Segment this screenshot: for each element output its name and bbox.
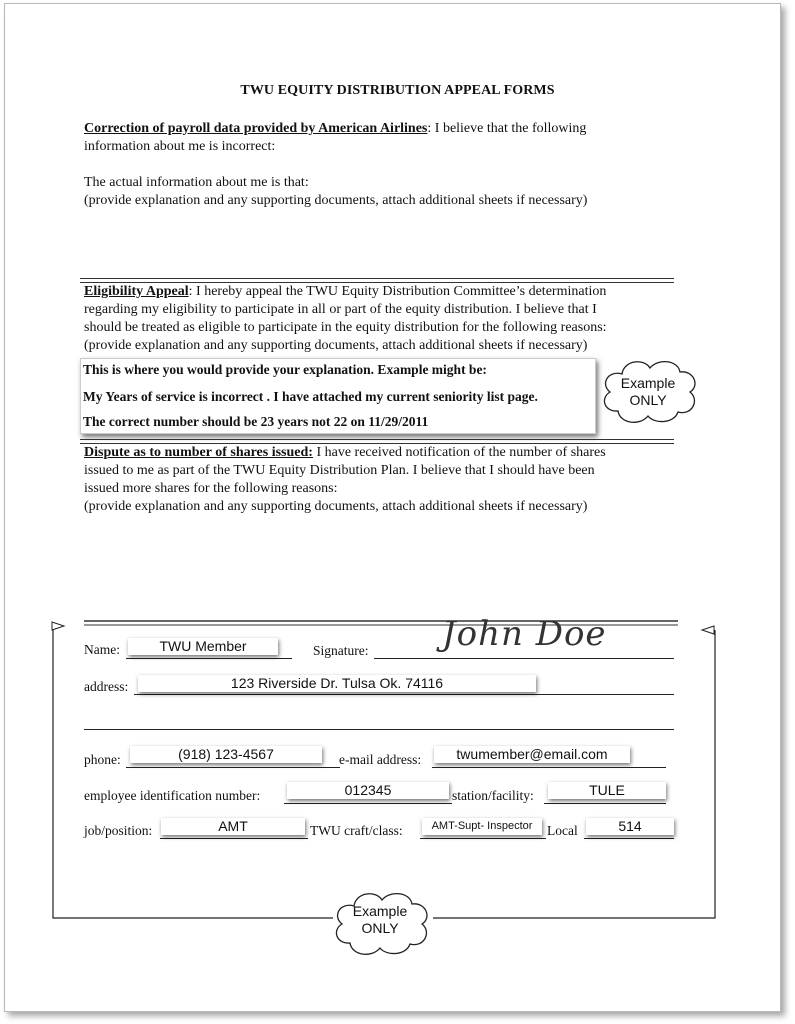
correction-text: : I believe that the following xyxy=(427,121,587,136)
page-title: TWU EQUITY DISTRIBUTION APPEAL FORMS xyxy=(240,83,555,98)
local-underline xyxy=(584,838,674,839)
station-label: station/facility: xyxy=(452,788,534,803)
address-label: address: xyxy=(84,679,129,694)
craft-label: TWU craft/class: xyxy=(310,823,403,838)
eligibility-heading: Eligibility Appeal xyxy=(84,284,189,299)
email-underline xyxy=(432,767,666,768)
dispute-line4: (provide explanation and any supporting documents, attach additional sheets if necessary) xyxy=(84,499,588,514)
divider xyxy=(80,439,674,444)
name-label: Name: xyxy=(84,642,120,657)
local-field[interactable]: 514 xyxy=(586,818,674,835)
employee-id-label: employee identification number: xyxy=(84,788,261,803)
job-label: job/position: xyxy=(84,823,153,838)
address-field[interactable]: 123 Riverside Dr. Tulsa Ok. 74116 xyxy=(138,675,536,692)
form-frame xyxy=(48,618,728,923)
correction-heading: Correction of payroll data provided by American Airlines xyxy=(84,121,428,136)
employee-id-field[interactable]: 012345 xyxy=(287,782,449,799)
local-label: Local xyxy=(547,823,578,838)
eligibility-line2: regarding my eligibility to participate in all or part of the equity distribution. I believe that I xyxy=(84,302,597,317)
eligibility-line4: (provide explanation and any supporting documents, attach additional sheets if necessary) xyxy=(84,338,588,353)
job-underline xyxy=(160,838,308,839)
email-label: e-mail address: xyxy=(339,752,422,767)
example-line2: My Years of service is incorrect . I have attached my current seniority list page. xyxy=(83,389,538,404)
example-cloud-label: Example ONLY xyxy=(352,903,408,936)
divider xyxy=(80,278,674,283)
correction-line1 xyxy=(84,121,586,137)
craft-underline xyxy=(420,838,546,839)
signature-field[interactable]: John Doe xyxy=(442,614,607,654)
email-field[interactable]: twumember@email.com xyxy=(434,746,630,763)
example-explanation-box xyxy=(80,358,596,434)
employee-id-underline xyxy=(284,803,452,804)
signature-label: Signature: xyxy=(313,643,369,658)
correction-provide: (provide explanation and any supporting documents, attach additional sheets if necessary) xyxy=(84,193,588,208)
station-underline xyxy=(544,803,666,804)
craft-field[interactable]: AMT-Supt- Inspector xyxy=(422,818,542,835)
eligibility-line3: should be treated as eligible to participate in the equity distribution for the following reasons: xyxy=(84,320,607,335)
eligibility-text: : I hereby appeal the TWU Equity Distribution Committee’s determination xyxy=(188,284,607,299)
correction-actual: The actual information about me is that: xyxy=(84,175,309,190)
address-underline-2 xyxy=(84,729,674,730)
dispute-heading: Dispute as to number of shares issued: xyxy=(84,445,313,460)
phone-field[interactable]: (918) 123-4567 xyxy=(130,746,322,763)
dispute-line2: issued to me as part of the TWU Equity Distribution Plan. I believe that I should have been xyxy=(84,463,595,478)
phone-label: phone: xyxy=(84,752,121,767)
correction-line2: information about me is incorrect: xyxy=(84,139,276,154)
name-field[interactable]: TWU Member xyxy=(128,638,278,655)
job-field[interactable]: AMT xyxy=(161,818,305,835)
example-line1: This is where you would provide your explanation. Example might be: xyxy=(83,362,487,377)
example-cloud-label: Example ONLY xyxy=(620,375,676,408)
address-underline xyxy=(134,694,674,695)
signature-underline xyxy=(374,658,674,659)
dispute-text: I have received notification of the number of shares xyxy=(312,445,606,460)
station-field[interactable]: TULE xyxy=(548,782,666,799)
eligibility-line1 xyxy=(84,284,606,300)
name-underline xyxy=(126,658,292,659)
dispute-line3: issued more shares for the following reasons: xyxy=(84,481,338,496)
dispute-line1 xyxy=(84,445,606,461)
example-line3: The correct number should be 23 years not 22 on 11/29/2011 xyxy=(83,414,429,429)
phone-underline xyxy=(126,767,340,768)
